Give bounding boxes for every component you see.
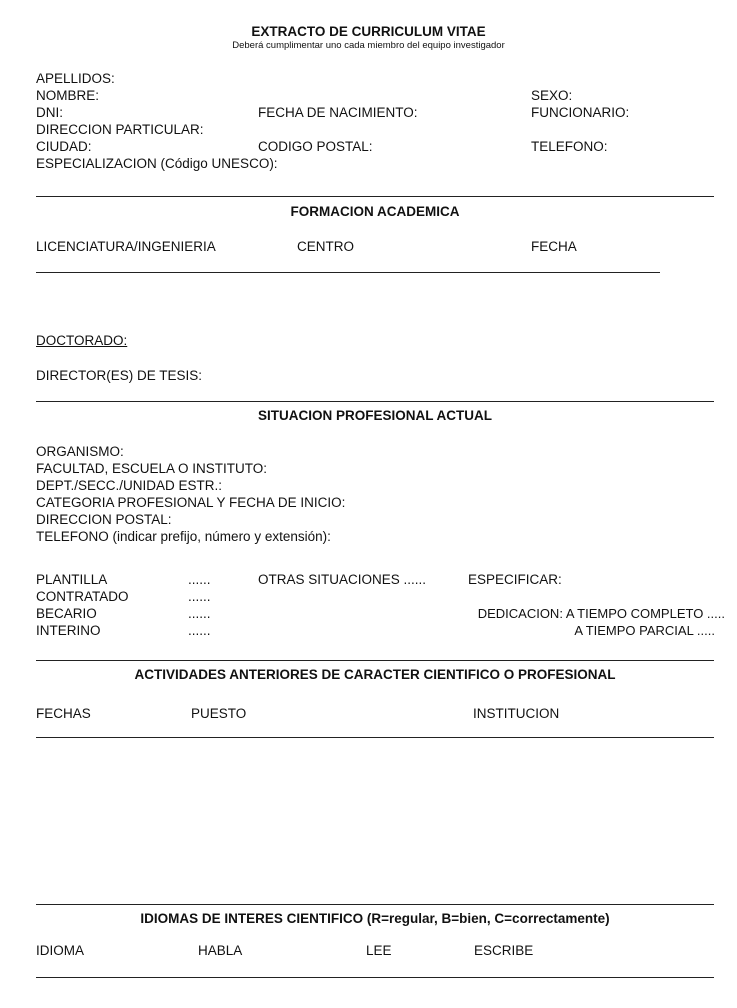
director-tesis-label: DIRECTOR(ES) DE TESIS: (36, 368, 203, 383)
divider (36, 401, 714, 402)
document-title: EXTRACTO DE CURRICULUM VITAE (251, 24, 486, 39)
divider (36, 272, 660, 273)
direccion-particular-label: DIRECCION PARTICULAR: (36, 122, 204, 137)
divider (36, 904, 714, 905)
nombre-label: NOMBRE: (36, 88, 100, 103)
especializacion-label: ESPECIALIZACION (Código UNESCO): (36, 156, 278, 171)
formacion-heading: FORMACION ACADEMICA (290, 204, 460, 219)
contratado-label: CONTRATADO (36, 589, 129, 604)
becario-label: BECARIO (36, 606, 97, 621)
interino-dots: ...... (188, 623, 211, 638)
facultad-label: FACULTAD, ESCUELA O INSTITUTO: (36, 461, 268, 476)
categoria-label: CATEGORIA PROFESIONAL Y FECHA DE INICIO: (36, 495, 346, 510)
divider (36, 660, 714, 661)
idiomas-heading: IDIOMAS DE INTERES CIENTIFICO (R=regular, B=bien, C=correctamente) (140, 911, 610, 926)
funcionario-label: FUNCIONARIO: (531, 105, 630, 120)
direccion-postal-label: DIRECCION POSTAL: (36, 512, 172, 527)
interino-label: INTERINO (36, 623, 101, 638)
dedicacion-completo-label: DEDICACION: A TIEMPO COMPLETO ..... (477, 606, 725, 621)
divider (36, 977, 714, 978)
divider (36, 737, 714, 738)
plantilla-dots: ...... (188, 572, 211, 587)
document-subtitle: Deberá cumplimentar uno cada miembro del equipo investigador (232, 40, 505, 51)
telefono-label: TELEFONO: (531, 139, 608, 154)
col-fechas: FECHAS (36, 706, 91, 721)
col-institucion: INSTITUCION (473, 706, 560, 721)
situacion-heading: SITUACION PROFESIONAL ACTUAL (257, 408, 492, 423)
col-centro: CENTRO (297, 239, 354, 254)
col-lee: LEE (366, 943, 392, 958)
col-idioma: IDIOMA (36, 943, 85, 958)
sexo-label: SEXO: (531, 88, 573, 103)
otras-situaciones-label: OTRAS SITUACIONES ...... (258, 572, 427, 587)
doctorado-label: DOCTORADO: (36, 333, 128, 348)
dept-label: DEPT./SECC./UNIDAD ESTR.: (36, 478, 223, 493)
telefono-postal-label: TELEFONO (indicar prefijo, número y extensión): (36, 529, 331, 544)
ciudad-label: CIUDAD: (36, 139, 92, 154)
especificar-label: ESPECIFICAR: (468, 572, 562, 587)
dni-label: DNI: (36, 105, 63, 120)
col-fecha: FECHA (531, 239, 577, 254)
contratado-dots: ...... (188, 589, 211, 604)
dedicacion-parcial-label: A TIEMPO PARCIAL ..... (574, 623, 715, 638)
becario-dots: ...... (188, 606, 211, 621)
plantilla-label: PLANTILLA (36, 572, 108, 587)
apellidos-label: APELLIDOS: (36, 71, 115, 86)
col-habla: HABLA (198, 943, 243, 958)
actividades-heading: ACTIVIDADES ANTERIORES DE CARACTER CIENTIFICO O PROFESIONAL (134, 667, 616, 682)
divider (36, 196, 714, 197)
col-escribe: ESCRIBE (474, 943, 534, 958)
organismo-label: ORGANISMO: (36, 444, 124, 459)
col-licenciatura: LICENCIATURA/INGENIERIA (36, 239, 216, 254)
col-puesto: PUESTO (191, 706, 247, 721)
fecha-nacimiento-label: FECHA DE NACIMIENTO: (258, 105, 418, 120)
codigo-postal-label: CODIGO POSTAL: (258, 139, 373, 154)
